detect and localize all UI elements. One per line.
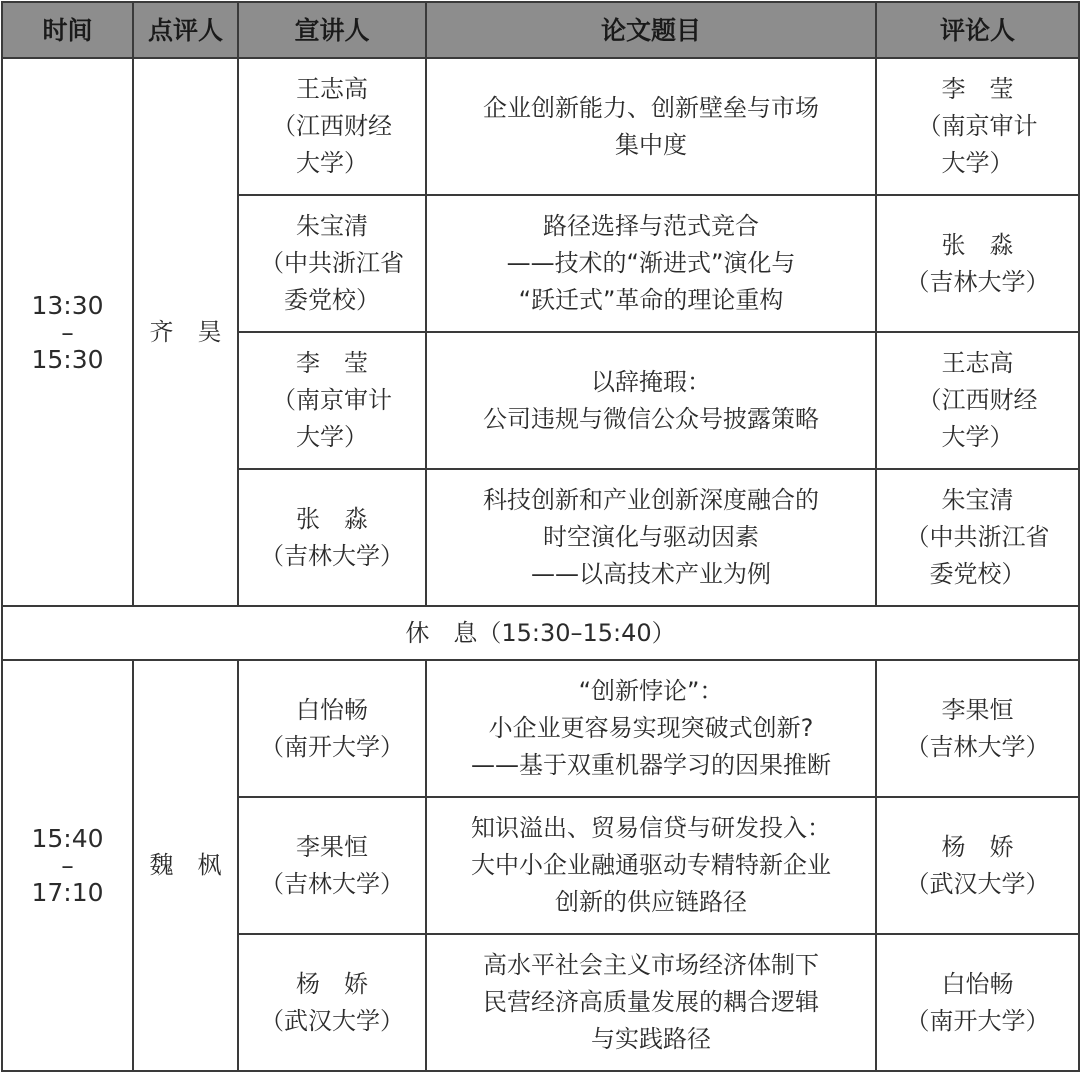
title-cell: 科技创新和产业创新深度融合的 时空演化与驱动因素 ——以高技术产业为例 [426,469,876,606]
header-time: 时间 [2,2,133,58]
header-row [2,2,1079,58]
discussant-cell: 李 莹 （南京审计 大学） [876,58,1079,195]
discussant-cell: 王志高 （江西财经 大学） [876,332,1079,469]
break-text: 休 息（15:30–15:40） [2,606,1079,660]
discussant-cell: 张 淼 （吉林大学） [876,195,1079,332]
title-cell: 高水平社会主义市场经济体制下 民营经济高质量发展的耦合逻辑 与实践路径 [426,934,876,1071]
session-1-time: 13:30 – 15:30 [2,58,133,606]
speaker-cell: 王志高 （江西财经 大学） [238,58,426,195]
header-title: 论文题目 [426,2,876,58]
discussant-cell: 白怡畅 （南开大学） [876,934,1079,1071]
speaker-cell: 朱宝清 （中共浙江省 委党校） [238,195,426,332]
session-2-time: 15:40 – 17:10 [2,660,133,1071]
speaker-cell: 李果恒 （吉林大学） [238,797,426,934]
speaker-cell: 李 莹 （南京审计 大学） [238,332,426,469]
header-discussant: 评论人 [876,2,1079,58]
speaker-cell: 杨 娇 （武汉大学） [238,934,426,1071]
title-cell: “创新悖论”： 小企业更容易实现突破式创新? ——基于双重机器学习的因果推断 [426,660,876,797]
session-1-commentator: 齐 昊 [133,58,238,606]
discussant-cell: 李果恒 （吉林大学） [876,660,1079,797]
table-row [2,660,1079,797]
header-speaker: 宣讲人 [238,2,426,58]
speaker-cell: 张 淼 （吉林大学） [238,469,426,606]
title-cell: 以辞掩瑕： 公司违规与微信公众号披露策略 [426,332,876,469]
title-cell: 路径选择与范式竞合 ——技术的“渐进式”演化与 “跃迁式”革命的理论重构 [426,195,876,332]
speaker-cell: 白怡畅 （南开大学） [238,660,426,797]
title-cell: 企业创新能力、创新壁垒与市场 集中度 [426,58,876,195]
schedule-table [1,1,1080,1072]
discussant-cell: 朱宝清 （中共浙江省 委党校） [876,469,1079,606]
break-row [2,606,1079,660]
discussant-cell: 杨 娇 （武汉大学） [876,797,1079,934]
title-cell: 知识溢出、贸易信贷与研发投入： 大中小企业融通驱动专精特新企业 创新的供应链路径 [426,797,876,934]
table-row [2,58,1079,195]
header-commentator: 点评人 [133,2,238,58]
session-2-commentator: 魏 枫 [133,660,238,1071]
